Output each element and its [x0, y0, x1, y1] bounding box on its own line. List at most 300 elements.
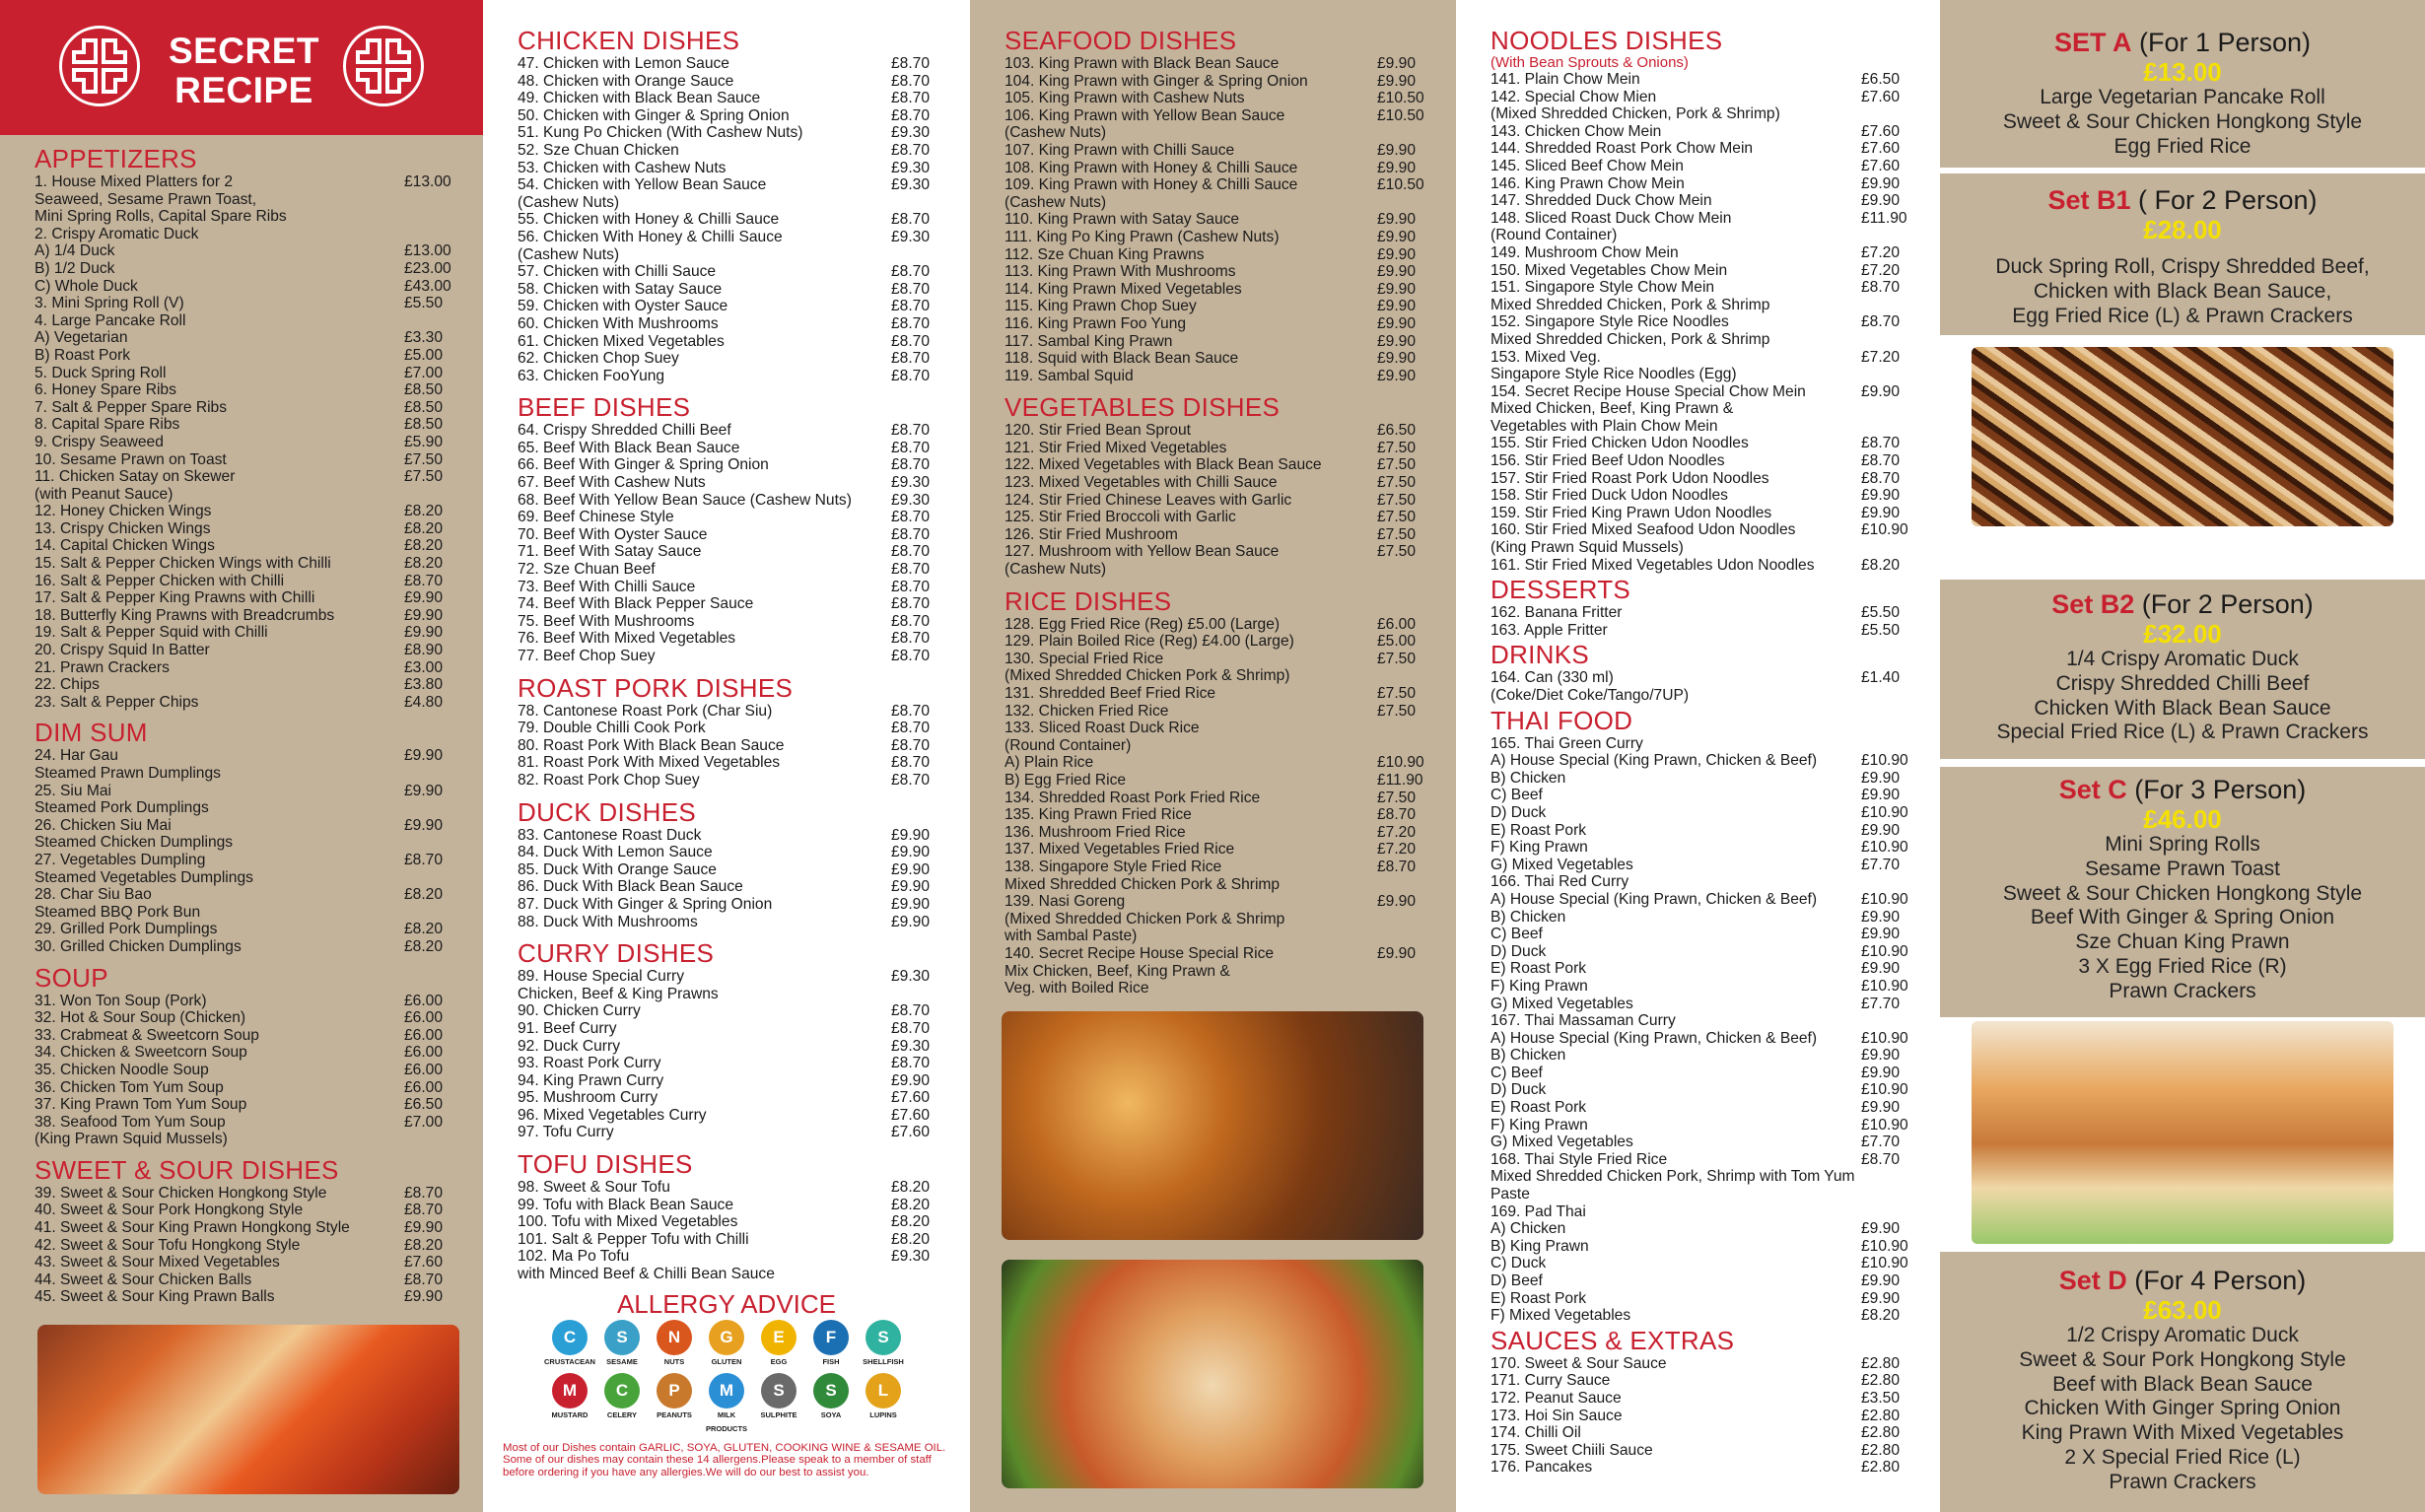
- menu-item-name: Mixed Shredded Chicken, Pork & Shrimp: [1490, 296, 1770, 313]
- menu-item-name: 38. Seafood Tom Yum Soup: [35, 1113, 226, 1131]
- menu-item-name: 160. Stir Fried Mixed Seafood Udon Noodles: [1490, 521, 1796, 539]
- menu-item-price: £7.60: [1861, 88, 1901, 105]
- menu-item-price: £8.70: [891, 55, 931, 72]
- menu-item: [518, 281, 956, 299]
- menu-item-name: 152. Singapore Style Rice Noodles: [1490, 313, 1729, 331]
- set-c-item: Beef With Ginger & Spring Onion: [2030, 906, 2335, 929]
- menu-item-name: 47. Chicken with Lemon Sauce: [518, 55, 729, 72]
- menu-item-note: [1490, 539, 1926, 557]
- menu-item-name: 29. Grilled Pork Dumplings: [35, 921, 218, 938]
- menu-item: [1490, 839, 1926, 857]
- allergen-symbol: M: [552, 1373, 588, 1409]
- sulphite-allergen-icon: [753, 1373, 805, 1436]
- menu-item: [35, 173, 469, 191]
- menu-item-name: 117. Sambal King Prawn: [1005, 332, 1173, 350]
- menu-item-name: 128. Egg Fried Rice (Reg) £5.00 (Large): [1005, 615, 1281, 633]
- menu-item-price: £9.90: [1377, 893, 1417, 911]
- menu-item-price: [1861, 366, 1926, 383]
- menu-item: [518, 772, 956, 790]
- menu-item-price: £9.90: [1377, 298, 1417, 315]
- menu-item-price: £9.30: [891, 474, 931, 492]
- menu-item-price: £8.70: [404, 851, 444, 868]
- menu-item: [1005, 422, 1442, 440]
- menu-item-name: 73. Beef With Chilli Sauce: [518, 578, 696, 595]
- menu-item-name: 30. Grilled Chicken Dumplings: [35, 937, 242, 955]
- menu-item: [1005, 633, 1442, 651]
- menu-item-price: £10.90: [1861, 977, 1908, 995]
- menu-item-price: [1861, 418, 1926, 436]
- menu-item-price: £2.80: [1861, 1459, 1901, 1477]
- menu-item-price: [1861, 1012, 1926, 1030]
- menu-item-price: £8.70: [1861, 1150, 1901, 1168]
- section-title: SEAFOOD DISHES: [1005, 26, 1237, 55]
- menu-item-price: £7.50: [1377, 474, 1417, 492]
- menu-item-price: £8.70: [891, 106, 931, 124]
- restaurant-name-line1: SECRET: [168, 31, 320, 71]
- menu-item-price: £7.60: [1861, 122, 1901, 140]
- menu-item-name: 45. Sweet & Sour King Prawn Balls: [35, 1288, 275, 1306]
- section-title: RICE DISHES: [1005, 585, 1172, 616]
- menu-item-name: 168. Thai Style Fried Rice: [1490, 1150, 1668, 1168]
- menu-item: [1490, 71, 1926, 89]
- menu-item-name: 130. Special Fried Rice: [1005, 650, 1164, 667]
- menu-item-price: £8.50: [404, 398, 444, 416]
- menu-item-price: [1377, 928, 1442, 945]
- menu-item-name: (Cashew Nuts): [1005, 124, 1107, 142]
- menu-item-name: G) Mixed Vegetables: [1490, 1134, 1633, 1151]
- menu-item-price: £6.00: [404, 1009, 444, 1027]
- section-title: SAUCES & EXTRAS: [1490, 1325, 1735, 1355]
- menu-item: [518, 1248, 956, 1266]
- menu-item: [1005, 142, 1442, 160]
- menu-item-price: [404, 226, 469, 243]
- set-b2-persons: (For 2 Person): [2141, 589, 2314, 619]
- menu-item-name: 150. Mixed Vegetables Chow Mein: [1490, 261, 1728, 279]
- menu-item-name: 64. Crispy Shredded Chilli Beef: [518, 422, 731, 440]
- menu-item: [35, 1254, 469, 1271]
- menu-item-name: Steamed Prawn Dumplings: [35, 765, 221, 782]
- menu-item-name: 74. Beef With Black Pepper Sauce: [518, 595, 754, 613]
- menu-item: [1005, 790, 1442, 807]
- menu-item-name: 171. Curry Sauce: [1490, 1372, 1611, 1390]
- menu-item-name: 1. House Mixed Platters for 2: [35, 173, 234, 190]
- allergen-symbol: L: [866, 1373, 901, 1409]
- menu-item-name: 63. Chicken FooYung: [518, 367, 665, 384]
- menu-item-price: £8.70: [891, 439, 931, 456]
- menu-section: [1456, 707, 1940, 1325]
- section-title: DIM SUM: [35, 718, 148, 748]
- menu-item-name: 135. King Prawn Fried Rice: [1005, 806, 1192, 824]
- menu-item-price: £8.70: [1861, 313, 1901, 331]
- menu-item-price: £8.70: [891, 90, 931, 107]
- menu-section: [1456, 27, 1940, 574]
- menu-item-price: £7.20: [1377, 823, 1417, 841]
- menu-item: [518, 456, 956, 474]
- menu-item-price: £9.90: [891, 913, 931, 930]
- section-title: DUCK DISHES: [518, 796, 696, 827]
- menu-item-price: [404, 208, 469, 226]
- menu-item-name: 113. King Prawn With Mushrooms: [1005, 263, 1236, 281]
- menu-item-name: 94. King Prawn Curry: [518, 1071, 664, 1089]
- menu-item: [35, 1219, 469, 1237]
- menu-item: [35, 329, 469, 347]
- menu-item-name: 5. Duck Spring Roll: [35, 364, 167, 381]
- set-a-item: Large Vegetarian Pancake Roll: [2040, 86, 2325, 108]
- set-c: [1940, 767, 2425, 1017]
- menu-item: [1005, 211, 1442, 229]
- menu-section: [0, 1156, 483, 1306]
- menu-item-name: 102. Ma Po Tofu: [518, 1248, 630, 1266]
- soya-allergen-icon: [805, 1373, 858, 1436]
- menu-item: [35, 642, 469, 659]
- section-title: DRINKS: [1490, 640, 1590, 670]
- menu-item: [518, 1072, 956, 1090]
- menu-item: [1490, 158, 1926, 175]
- menu-item-name: 85. Duck With Orange Sauce: [518, 860, 717, 878]
- menu-item: [1005, 754, 1442, 772]
- menu-item-name: E) Roast Pork: [1490, 821, 1587, 839]
- set-c-item: Prawn Crackers: [2109, 979, 2256, 1002]
- menu-item-price: [404, 799, 469, 817]
- set-d-item: Chicken With Ginger Spring Onion: [2024, 1397, 2341, 1420]
- menu-item-name: 107. King Prawn with Chilli Sauce: [1005, 141, 1235, 159]
- menu-item-price: £7.20: [1861, 348, 1901, 366]
- menu-item-price: £9.90: [404, 624, 444, 642]
- menu-item-price: £1.40: [1861, 669, 1901, 687]
- menu-item-name: 143. Chicken Chow Mein: [1490, 122, 1662, 140]
- menu-item: [1490, 770, 1926, 788]
- menu-item-price: £11.90: [1377, 771, 1423, 789]
- menu-item-price: £10.90: [1377, 754, 1424, 772]
- menu-item: [35, 1096, 469, 1114]
- menu-item-name: 33. Crabmeat & Sweetcorn Soup: [35, 1026, 259, 1044]
- menu-item-name: 78. Cantonese Roast Pork (Char Siu): [518, 702, 773, 720]
- menu-item-price: £7.50: [1377, 525, 1417, 543]
- menu-item: [1490, 313, 1926, 331]
- menu-item-name: 71. Beef With Satay Sauce: [518, 543, 702, 561]
- menu-item-name: 76. Beef With Mixed Vegetables: [518, 630, 736, 648]
- menu-item-name: 81. Roast Pork With Mixed Vegetables: [518, 754, 781, 772]
- menu-item: [35, 1027, 469, 1045]
- menu-item-name: 43. Sweet & Sour Mixed Vegetables: [35, 1254, 280, 1271]
- menu-item-price: £6.00: [404, 1026, 444, 1044]
- menu-item-price: £6.00: [1377, 615, 1417, 633]
- menu-item-name: 108. King Prawn with Honey & Chilli Sauce: [1005, 159, 1298, 176]
- menu-item: [1490, 435, 1926, 452]
- allergen-symbol: S: [761, 1373, 797, 1409]
- menu-item: [518, 368, 956, 385]
- menu-item: [518, 107, 956, 125]
- menu-item-name: 35. Chicken Noodle Soup: [35, 1061, 209, 1078]
- menu-item-name: Vegetables with Plain Chow Mein: [1490, 417, 1718, 435]
- menu-item: [35, 1062, 469, 1079]
- menu-item: [1490, 192, 1926, 210]
- menu-item-name: D) Duck: [1490, 803, 1547, 821]
- menu-item-name: 26. Chicken Siu Mai: [35, 816, 172, 834]
- menu-item-name: 65. Beef With Black Bean Sauce: [518, 439, 740, 456]
- menu-item-name: C) Beef: [1490, 1064, 1543, 1081]
- menu-item-price: [1377, 720, 1442, 737]
- menu-item-price: £9.90: [404, 606, 444, 624]
- menu-item-price: [1377, 561, 1442, 579]
- menu-item-name: 87. Duck With Ginger & Spring Onion: [518, 895, 773, 913]
- menu-item-price: £5.50: [404, 295, 444, 312]
- menu-item-price: £9.90: [1861, 504, 1901, 521]
- section-title: NOODLES DISHES: [1490, 26, 1723, 55]
- menu-item: [1005, 107, 1442, 125]
- menu-item: [518, 440, 956, 457]
- menu-item: [35, 468, 469, 486]
- menu-item-price: £8.70: [891, 1019, 931, 1037]
- allergen-label: FISH: [822, 1357, 840, 1366]
- menu-item: [35, 503, 469, 520]
- menu-item-price: £9.90: [1861, 908, 1901, 926]
- celery-allergen-icon: [596, 1373, 649, 1436]
- menu-item-name: (Mixed Shredded Chicken, Pork & Shrimp): [1490, 105, 1780, 123]
- menu-item-price: £9.90: [891, 878, 931, 896]
- menu-item-price: £9.90: [1861, 926, 1901, 943]
- set-b2-item: Special Fried Rice (L) & Prawn Crackers: [1996, 721, 2369, 744]
- menu-item: [1005, 543, 1442, 561]
- menu-item: [1490, 452, 1926, 470]
- menu-item-price: £8.20: [404, 537, 444, 555]
- menu-item: [518, 160, 956, 177]
- menu-item-price: [404, 869, 469, 887]
- menu-item-name: Seaweed, Sesame Prawn Toast,: [35, 190, 257, 208]
- menu-item-name: 61. Chicken Mixed Vegetables: [518, 332, 725, 350]
- menu-item-price: £7.60: [891, 1124, 931, 1141]
- menu-item: [1005, 945, 1442, 963]
- menu-item-name: 36. Chicken Tom Yum Soup: [35, 1078, 224, 1096]
- menu-item: [518, 73, 956, 91]
- set-a-name: SET A: [2053, 28, 2132, 57]
- set-d-name: Set D: [2058, 1266, 2127, 1295]
- menu-item-price: £8.20: [404, 519, 444, 537]
- menu-item-name: Steamed Vegetables Dumplings: [35, 868, 253, 886]
- menu-item: [1005, 315, 1442, 333]
- menu-item-name: 167. Thai Massaman Curry: [1490, 1012, 1676, 1030]
- menu-item-name: 50. Chicken with Ginger & Spring Onion: [518, 106, 790, 124]
- section-title: SOUP: [35, 962, 108, 993]
- menu-item: [1490, 909, 1926, 927]
- mustard-allergen-icon: [544, 1373, 596, 1436]
- menu-item-name: 44. Sweet & Sour Chicken Balls: [35, 1271, 252, 1288]
- menu-item-price: £10.90: [1861, 1116, 1908, 1134]
- menu-item-price: £8.70: [891, 630, 931, 648]
- section-title: CURRY DISHES: [518, 938, 715, 969]
- menu-item-name: 127. Mushroom with Yellow Bean Sauce: [1005, 543, 1280, 561]
- menu-item-name: 124. Stir Fried Chinese Leaves with Garlic: [1005, 491, 1292, 509]
- menu-item-name: 22. Chips: [35, 676, 100, 694]
- menu-item-name: 116. King Prawn Foo Yung: [1005, 314, 1187, 332]
- menu-item-price: £2.80: [1861, 1441, 1901, 1459]
- menu-item-price: £7.00: [404, 364, 444, 381]
- menu-item-price: £8.70: [891, 736, 931, 754]
- menu-item-name: 67. Beef With Cashew Nuts: [518, 474, 706, 492]
- set-d-item: Prawn Crackers: [2109, 1470, 2256, 1493]
- menu-item: [518, 509, 956, 526]
- menu-item: [35, 1044, 469, 1062]
- menu-item-price: £8.70: [891, 543, 931, 561]
- menu-item-name: 114. King Prawn Mixed Vegetables: [1005, 280, 1242, 298]
- menu-item-price: £7.20: [1861, 261, 1901, 279]
- menu-item-name: 146. King Prawn Chow Mein: [1490, 174, 1685, 192]
- menu-item: [35, 589, 469, 607]
- menu-item: [35, 451, 469, 469]
- menu-item: [1490, 822, 1926, 840]
- menu-item-price: £9.90: [404, 747, 444, 765]
- menu-item-name: F) King Prawn: [1490, 977, 1588, 995]
- peanuts-allergen-icon: [649, 1373, 701, 1436]
- menu-item-note: [1005, 124, 1442, 142]
- set-b2: [1940, 580, 2425, 759]
- menu-item-name: 16. Salt & Pepper Chicken with Chilli: [35, 572, 285, 589]
- menu-item-name: 60. Chicken With Mushrooms: [518, 314, 719, 332]
- fish-allergen-icon: [805, 1320, 858, 1369]
- menu-item-price: £10.50: [1377, 176, 1424, 194]
- menu-item-name: 163. Apple Fritter: [1490, 621, 1608, 639]
- menu-item-name: D) Duck: [1490, 942, 1547, 960]
- menu-item-price: £8.20: [1861, 556, 1901, 574]
- section-title: DESSERTS: [1490, 575, 1631, 605]
- section-title: THAI FOOD: [1490, 705, 1633, 735]
- menu-section: [970, 587, 1456, 997]
- menu-item-name: 140. Secret Recipe House Special Rice: [1005, 944, 1275, 962]
- menu-item-price: £8.70: [891, 263, 931, 281]
- menu-item: [1005, 474, 1442, 492]
- section-title: APPETIZERS: [35, 144, 197, 173]
- menu-item: [1490, 622, 1926, 640]
- menu-item: [1490, 1272, 1926, 1290]
- menu-item-name: 137. Mixed Vegetables Fried Rice: [1005, 841, 1235, 859]
- sesame-allergen-icon: [596, 1320, 649, 1369]
- menu-item-price: £10.90: [1861, 942, 1908, 960]
- menu-item-name: 103. King Prawn with Black Bean Sauce: [1005, 55, 1280, 72]
- menu-item-price: £9.90: [1377, 211, 1417, 229]
- menu-item-price: £9.90: [1861, 1220, 1901, 1238]
- menu-item: [1005, 160, 1442, 177]
- menu-item-price: £9.90: [1377, 280, 1417, 298]
- menu-item-name: 62. Chicken Chop Suey: [518, 350, 679, 368]
- menu-item-name: 141. Plain Chow Mein: [1490, 71, 1640, 88]
- allergen-icons: [483, 1320, 970, 1436]
- menu-item-name: 57. Chicken with Chilli Sauce: [518, 263, 717, 281]
- menu-item-name: Steamed Pork Dumplings: [35, 799, 209, 817]
- menu-item-name: 98. Sweet & Sour Tofu: [518, 1179, 670, 1197]
- menu-column-3: [970, 0, 1456, 1512]
- menu-item-price: £9.90: [1377, 141, 1417, 159]
- allergen-symbol: E: [761, 1320, 797, 1355]
- menu-item-price: £8.20: [404, 921, 444, 938]
- menu-item-name: 79. Double Chilli Cook Pork: [518, 720, 706, 737]
- menu-item-price: £8.70: [891, 595, 931, 613]
- menu-item-price: £8.70: [404, 1202, 444, 1219]
- menu-item-name: B) King Prawn: [1490, 1237, 1589, 1255]
- menu-item-name: Mixed Chicken, Beef, King Prawn &: [1490, 400, 1734, 418]
- menu-item-name: 10. Sesame Prawn on Toast: [35, 450, 227, 468]
- menu-item-price: [1861, 297, 1926, 314]
- menu-item-name: 131. Shredded Beef Fried Rice: [1005, 685, 1216, 702]
- menu-section: [0, 719, 483, 955]
- menu-item-name: 165. Thai Green Curry: [1490, 734, 1643, 752]
- menu-item-price: £5.90: [404, 433, 444, 450]
- allergen-label: LUPINS: [869, 1410, 897, 1419]
- menu-item-price: £9.90: [1861, 787, 1901, 804]
- menu-item-name: 11. Chicken Satay on Skewer: [35, 468, 236, 486]
- menu-item-price: £7.20: [1861, 243, 1901, 261]
- menu-item-price: £10.90: [1861, 1081, 1908, 1099]
- menu-item-name: 15. Salt & Pepper Chicken Wings with Chilli: [35, 555, 331, 573]
- menu-item-price: £2.80: [1861, 1407, 1901, 1424]
- allergen-symbol: G: [709, 1320, 744, 1355]
- menu-item: [1005, 440, 1442, 457]
- set-b2-item: Chicken With Black Bean Sauce: [2034, 696, 2331, 720]
- menu-item: [1005, 772, 1442, 790]
- menu-item-name: 162. Banana Fritter: [1490, 604, 1623, 622]
- menu-item: [1005, 841, 1442, 859]
- menu-item-price: £6.00: [404, 1044, 444, 1062]
- set-a-persons: (For 1 Person): [2138, 28, 2312, 57]
- set-d: [1940, 1252, 2425, 1512]
- menu-item-price: £7.50: [404, 468, 444, 486]
- menu-item-note: [1490, 873, 1926, 891]
- menu-item-price: £9.30: [891, 1248, 931, 1266]
- menu-item: [518, 142, 956, 160]
- menu-item-price: £9.90: [1377, 332, 1417, 350]
- menu-item-note: [1490, 418, 1926, 436]
- set-c-item: 3 X Egg Fried Rice (R): [2078, 954, 2287, 978]
- menu-item-name: (Mixed Shredded Chicken Pork & Shrimp): [1005, 667, 1290, 685]
- menu-item-name: 95. Mushroom Curry: [518, 1089, 658, 1107]
- menu-item-name: B) Chicken: [1490, 1047, 1566, 1065]
- menu-item-price: £9.90: [1861, 1272, 1901, 1289]
- menu-item: [518, 630, 956, 648]
- menu-item-price: £5.50: [1861, 604, 1901, 622]
- menu-item-note: [1490, 105, 1926, 123]
- menu-item-name: 156. Stir Fried Beef Udon Noodles: [1490, 452, 1725, 470]
- menu-item: [1005, 492, 1442, 510]
- menu-item-price: £9.90: [1377, 263, 1417, 281]
- menu-item-price: £8.50: [404, 416, 444, 434]
- menu-item-price: [404, 904, 469, 922]
- menu-section: [970, 393, 1456, 578]
- menu-item-price: £8.70: [891, 314, 931, 332]
- menu-item-note: [35, 191, 469, 209]
- menu-item: [1490, 1151, 1926, 1169]
- menu-item-note: [1005, 928, 1442, 945]
- menu-item-name: Mixed Shredded Chicken Pork, Shrimp with Tom Yum: [1490, 1168, 1855, 1186]
- menu-item-price: £9.90: [1861, 1099, 1901, 1117]
- menu-item-name: 27. Vegetables Dumpling: [35, 851, 206, 868]
- menu-item-name: 6. Honey Spare Ribs: [35, 381, 176, 399]
- menu-item-name: 122. Mixed Vegetables with Black Bean Sauce: [1005, 456, 1322, 474]
- menu-item: [1490, 804, 1926, 822]
- menu-item: [1490, 943, 1926, 961]
- menu-item: [1490, 752, 1926, 770]
- menu-item-note: [518, 986, 956, 1003]
- allergen-symbol: S: [813, 1373, 849, 1409]
- menu-item-price: £8.70: [891, 525, 931, 543]
- menu-section: [0, 964, 483, 1148]
- menu-item-name: 170. Sweet & Sour Sauce: [1490, 1354, 1667, 1372]
- menu-item-name: Singapore Style Rice Noodles (Egg): [1490, 366, 1737, 383]
- menu-item-price: [404, 191, 469, 209]
- menu-item-name: F) King Prawn: [1490, 839, 1588, 857]
- menu-item: [1005, 229, 1442, 246]
- menu-item: [35, 659, 469, 677]
- menu-item-name: 125. Stir Fried Broccoli with Garlic: [1005, 509, 1236, 526]
- menu-item: [35, 555, 469, 573]
